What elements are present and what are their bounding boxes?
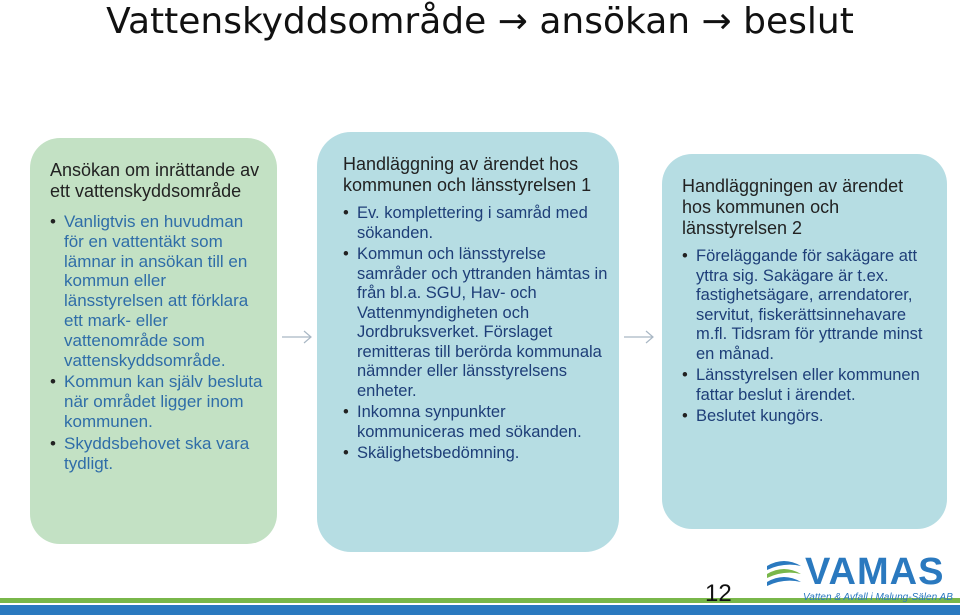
list-item: • Skälighetsbedömning.: [343, 444, 609, 464]
list-item: • Kommun kan själv besluta när området ligger inom kommunen.: [50, 372, 265, 431]
handling-2-heading: Handläggningen av ärendet hos kommunen och länsstyrelsen 2: [682, 176, 904, 238]
list-item: • Vanligtvis en huvudman för en vattentäkt som lämnar in ansökan till en kommun eller länsstyrelsen att förklara ett mark- eller vattenområde som vattenskyddsområde.: [50, 212, 265, 370]
slide-number: 12: [705, 580, 732, 607]
list-item: • Länsstyrelsen eller kommunen fattar beslut i ärendet.: [682, 366, 937, 405]
application-list: [50, 212, 265, 473]
handling-box-1: [317, 132, 619, 552]
list-item: • Skyddsbehovet ska vara tydligt.: [50, 434, 265, 474]
arrow-right-icon: [281, 330, 313, 344]
handling-1-list: [343, 204, 609, 464]
logo-tagline: Vatten & Avfall i Malung-Sälen AB: [803, 592, 953, 603]
logo-wordmark: VAMAS: [805, 551, 945, 593]
handling-box-2: [662, 154, 947, 529]
list-item: • Inkomna synpunkter kommuniceras med sökanden.: [343, 403, 609, 442]
list-item: • Ev. komplettering i samråd med sökanden.: [343, 204, 609, 243]
slide-title: Vattenskyddsområde → ansökan → beslut: [106, 1, 854, 42]
list-item: • Kommun och länsstyrelse samråder och yttranden hämtas in från bl.a. SGU, Hav- och Vattenmyndigheten och Jordbruksverket. Förslaget remitteras till berörda kommunala nämnder eller länsstyrelsens enheter.: [343, 245, 609, 401]
handling-1-heading: Handläggning av ärendet hos kommunen och länsstyrelsen 1: [343, 154, 592, 195]
footer-stripe-blue: [0, 605, 960, 615]
application-heading: Ansökan om inrättande av ett vattenskyddsområde: [50, 160, 260, 201]
handling-2-list: [682, 247, 937, 427]
logo-emblem-icon: [765, 554, 803, 588]
list-item: • Föreläggande för sakägare att yttra sig. Sakägare är t.ex. fastighetsägare, arrendatorer, servitut, fiskerättsinnehavare m.fl. Tidsram för yttrande minst en månad.: [682, 247, 937, 364]
vamas-logo: [765, 552, 955, 602]
arrow-right-icon: [623, 330, 655, 344]
application-box: [30, 138, 277, 544]
list-item: • Beslutet kungörs.: [682, 407, 937, 427]
